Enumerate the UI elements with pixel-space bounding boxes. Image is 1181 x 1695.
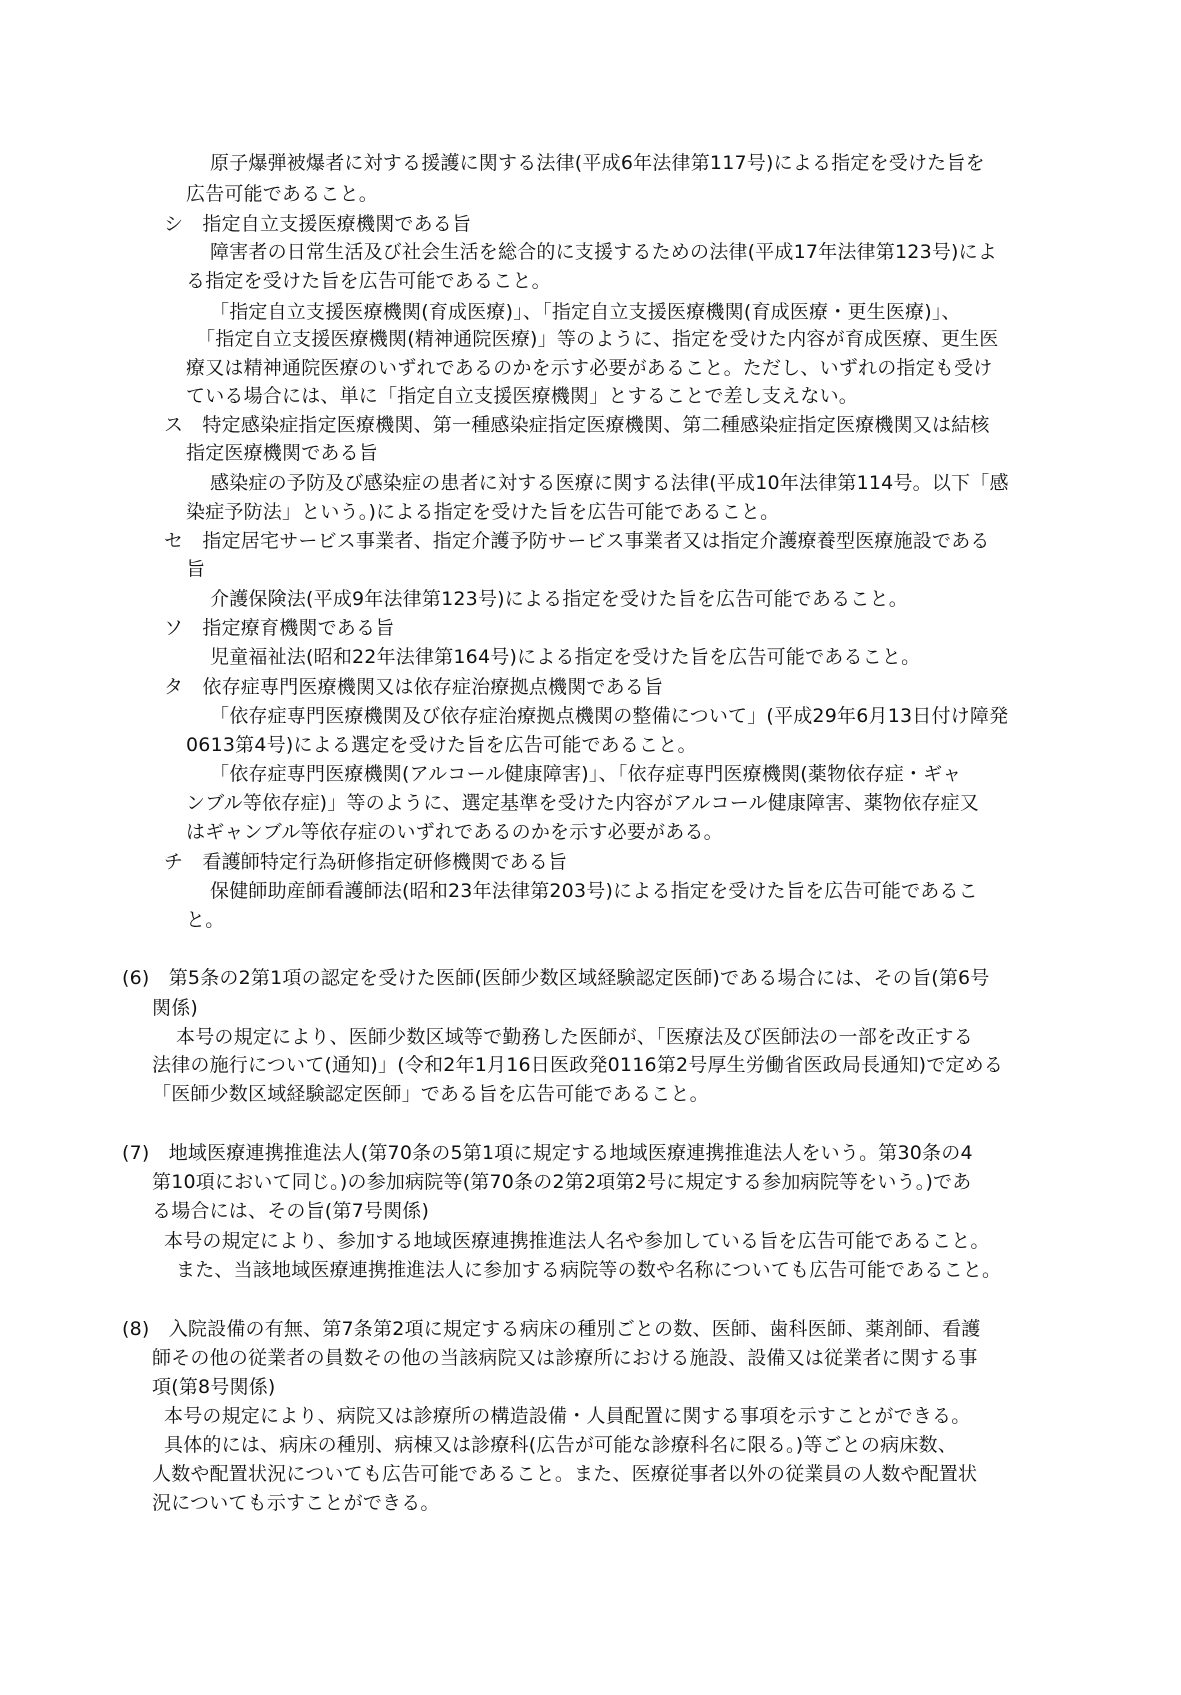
- text-line: 指定医療機関である旨: [186, 442, 379, 464]
- text-line: 本号の規定により、参加する地域医療連携推進法人名や参加している旨を広告可能であること。: [164, 1230, 990, 1252]
- item-heading: (7) 地域医療連携推進法人(第70条の5第1項に規定する地域医療連携推進法人をいう。第30条の4: [122, 1142, 973, 1164]
- text-line: 保健師助産師看護師法(昭和23年法律第203号)による指定を受けた旨を広告可能であるこ: [210, 880, 978, 902]
- section-heading: ソ 指定療育機関である旨: [164, 617, 395, 639]
- text-line: 「医師少数区域経験認定医師」である旨を広告可能であること。: [152, 1083, 709, 1105]
- text-line: 人数や配置状況についても広告可能であること。また、医療従事者以外の従業員の人数や配置状: [152, 1463, 978, 1485]
- text-line: 障害者の日常生活及び社会生活を総合的に支援するための法律(平成17年法律第123号)によ: [210, 241, 998, 263]
- text-line: 旨: [186, 558, 206, 580]
- text-line: 児童福祉法(昭和22年法律第164号)による指定を受けた旨を広告可能であること。: [210, 646, 921, 668]
- text-line: 「依存症専門医療機関及び依存症治療拠点機関の整備について」(平成29年6月13日付け障発: [210, 705, 1009, 727]
- text-line: また、当該地域医療連携推進法人に参加する病院等の数や名称についても広告可能であること。: [176, 1259, 1002, 1281]
- text-line: 「依存症専門医療機関(アルコール健康障害)」、「依存症専門医療機関(薬物依存症・ギャ: [210, 763, 962, 785]
- item-heading: (8) 入院設備の有無、第7条第2項に規定する病床の種別ごとの数、医師、歯科医師、薬剤師、看護: [122, 1318, 981, 1340]
- section-heading: チ 看護師特定行為研修指定研修機関である旨: [164, 851, 568, 873]
- section-heading: セ 指定居宅サービス事業者、指定介護予防サービス事業者又は指定介護療養型医療施設である: [164, 530, 990, 552]
- section-heading: ス 特定感染症指定医療機関、第一種感染症指定医療機関、第二種感染症指定医療機関又は結核: [164, 414, 990, 436]
- text-line: 本号の規定により、医師少数区域等で勤務した医師が、「医療法及び医師法の一部を改正する: [176, 1026, 973, 1048]
- text-line: はギャンブル等依存症のいずれであるのかを示す必要がある。: [186, 821, 723, 843]
- section-heading: タ 依存症専門医療機関又は依存症治療拠点機関である旨: [164, 676, 664, 698]
- text-line: 第10項において同じ。)の参加病院等(第70条の2第2項第2号に規定する参加病院等をいう。)であ: [152, 1171, 972, 1193]
- text-line: 療又は精神通院医療のいずれであるのかを示す必要があること。ただし、いずれの指定も受け: [186, 357, 993, 379]
- text-line: ンブル等依存症)」等のように、選定基準を受けた内容がアルコール健康障害、薬物依存症又: [186, 792, 979, 814]
- text-line: ている場合には、単に「指定自立支援医療機関」とすることで差し支えない。: [186, 385, 859, 407]
- text-line: 本号の規定により、病院又は診療所の構造設備・人員配置に関する事項を示すことができる。: [164, 1405, 971, 1427]
- text-line: 感染症の予防及び感染症の患者に対する医療に関する法律(平成10年法律第114号。以下「感: [210, 472, 1009, 494]
- text-line: 関係): [152, 997, 199, 1019]
- text-line: 原子爆弾被爆者に対する援護に関する法律(平成6年法律第117号)による指定を受けた旨を: [210, 152, 985, 174]
- section-heading: シ 指定自立支援医療機関である旨: [164, 213, 472, 235]
- text-line: 師その他の従業者の員数その他の当該病院又は診療所における施設、設備又は従業者に関する事: [152, 1347, 978, 1369]
- text-line: る場合には、その旨(第7号関係): [152, 1200, 430, 1222]
- text-line: 染症予防法」という。)による指定を受けた旨を広告可能であること。: [186, 501, 780, 523]
- item-heading: (6) 第5条の2第1項の認定を受けた医師(医師少数区域経験認定医師)である場合には、その旨(第6号: [122, 967, 990, 989]
- text-line: 法律の施行について(通知)」(令和2年1月16日医政発0116第2号厚生労働省医政局長通知)で定める: [152, 1054, 1004, 1076]
- text-line: 「指定自立支援医療機関(精神通院医療)」等のように、指定を受けた内容が育成医療、更生医: [196, 328, 999, 350]
- text-line: 況についても示すことができる。: [152, 1492, 440, 1514]
- text-line: 項(第8号関係): [152, 1376, 276, 1398]
- text-line: 具体的には、病床の種別、病棟又は診療科(広告が可能な診療科名に限る。)等ごとの病床数、: [164, 1434, 957, 1456]
- text-line: 介護保険法(平成9年法律第123号)による指定を受けた旨を広告可能であること。: [210, 588, 908, 610]
- text-line: 0613第4号)による選定を受けた旨を広告可能であること。: [186, 734, 697, 756]
- text-line: と。: [186, 909, 225, 931]
- text-line: 「指定自立支援医療機関(育成医療)」、「指定自立支援医療機関(育成医療・更生医療)」、: [210, 301, 961, 323]
- text-line: る指定を受けた旨を広告可能であること。: [186, 270, 551, 292]
- text-line: 広告可能であること。: [186, 183, 379, 205]
